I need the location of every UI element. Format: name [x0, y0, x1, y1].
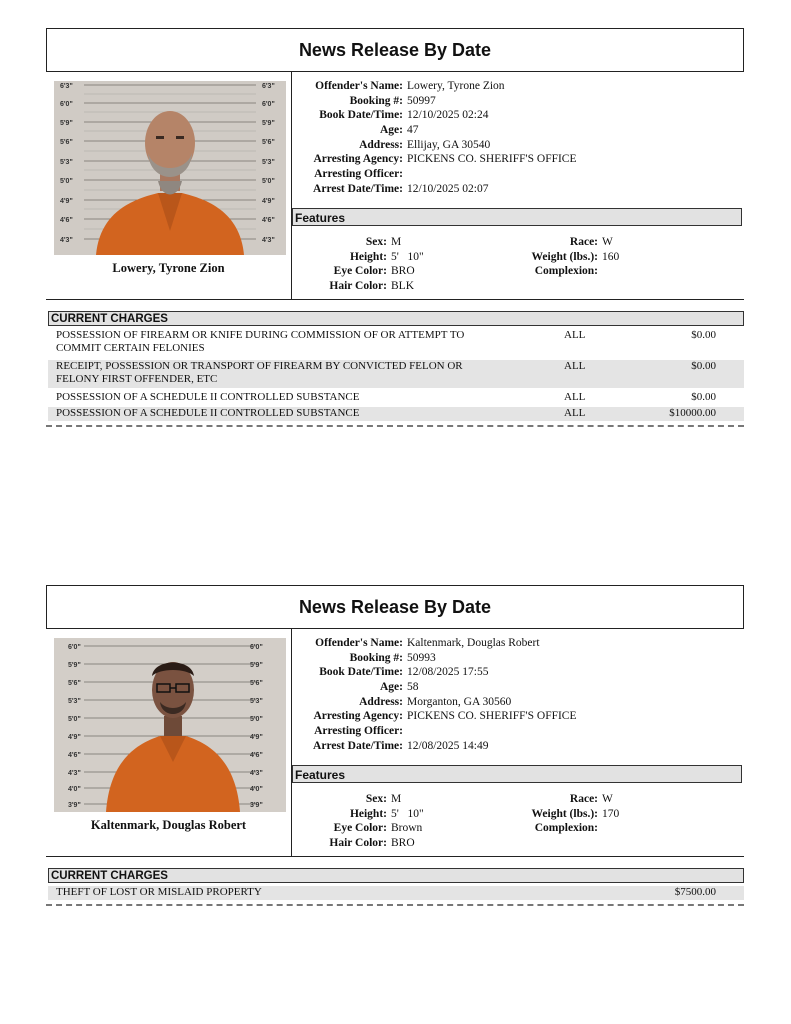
offender-name-label: Offender's Name:	[315, 637, 403, 649]
age-label: Age:	[380, 124, 403, 137]
arresting-agency-label: Arresting Agency:	[313, 153, 403, 166]
arrest-datetime-value: 12/10/2025 02:07	[407, 182, 489, 195]
height-label: Height:	[349, 250, 387, 263]
svg-text:4'0": 4'0"	[68, 786, 81, 793]
svg-text:3'9": 3'9"	[68, 802, 81, 809]
svg-text:4'9": 4'9"	[262, 198, 275, 205]
offender-info	[292, 636, 742, 754]
charge-bond: $0.00	[691, 360, 716, 372]
charge-type: ALL	[564, 329, 586, 341]
race-label: Race:	[569, 793, 598, 805]
arrest-datetime-label: Arrest Date/Time:	[313, 739, 403, 752]
current-charges-header: CURRENT CHARGES	[48, 311, 744, 326]
height-value: 5' 10"	[391, 807, 424, 820]
book-datetime-value: 12/10/2025 02:24	[407, 109, 489, 122]
sex-value: M	[391, 793, 402, 805]
eye-color-label: Eye Color:	[333, 265, 387, 278]
photo-column	[46, 628, 292, 856]
hair-color-value: BLK	[391, 280, 414, 293]
svg-text:5'3": 5'3"	[250, 698, 263, 705]
svg-text:4'3": 4'3"	[250, 770, 263, 777]
arresting-agency-value: PICKENS CO. SHERIFF'S OFFICE	[407, 710, 577, 723]
mugshot-image	[54, 638, 286, 812]
sex-label: Sex:	[365, 236, 387, 248]
complexion-label: Complexion:	[534, 822, 598, 835]
booking-number-value: 50997	[407, 94, 436, 107]
svg-text:5'0": 5'0"	[262, 178, 275, 185]
svg-text:5'0": 5'0"	[250, 716, 263, 723]
svg-text:6'0": 6'0"	[68, 644, 81, 651]
sex-label: Sex:	[365, 793, 387, 805]
offender-name-value: Lowery, Tyrone Zion	[407, 80, 505, 92]
record-divider	[46, 425, 744, 427]
address-value: Morganton, GA 30560	[407, 695, 512, 708]
height-value: 5' 10"	[391, 250, 424, 263]
charge-type: ALL	[564, 391, 586, 403]
offender-caption: Lowery, Tyrone Zion	[112, 261, 225, 275]
charge-row	[48, 329, 744, 357]
svg-text:5'9": 5'9"	[250, 662, 263, 669]
svg-text:4'6": 4'6"	[262, 217, 275, 224]
arresting-officer-label: Arresting Officer:	[314, 725, 403, 738]
weight-value: 170	[602, 807, 620, 820]
svg-text:4'9": 4'9"	[68, 734, 81, 741]
sex-value: M	[391, 236, 402, 248]
svg-text:4'3": 4'3"	[68, 770, 81, 777]
charge-row	[48, 360, 744, 388]
arresting-officer-label: Arresting Officer:	[314, 168, 403, 181]
current-charges-header: CURRENT CHARGES	[48, 868, 744, 883]
charge-description: POSSESSION OF A SCHEDULE II CONTROLLED SUBSTANCE	[56, 391, 360, 403]
address-value: Ellijay, GA 30540	[407, 138, 491, 151]
charge-description: RECEIPT, POSSESSION OR TRANSPORT OF FIREARM BY CONVICTED FELON OR FELONY FIRST OFFENDER, ETC	[56, 360, 463, 385]
svg-text:4'3": 4'3"	[262, 237, 275, 244]
svg-text:5'9": 5'9"	[68, 662, 81, 669]
height-label: Height:	[349, 807, 387, 820]
arresting-agency-value: PICKENS CO. SHERIFF'S OFFICE	[407, 153, 577, 166]
record-divider	[46, 904, 744, 906]
report-title: News Release By Date	[46, 28, 744, 72]
svg-text:3'9": 3'9"	[250, 802, 263, 809]
age-label: Age:	[380, 681, 403, 694]
hair-color-value: BRO	[391, 837, 415, 850]
complexion-label: Complexion:	[534, 265, 598, 278]
arrest-datetime-label: Arrest Date/Time:	[313, 182, 403, 195]
svg-text:4'9": 4'9"	[60, 198, 73, 205]
mugshot-image	[54, 81, 286, 255]
report-title: News Release By Date	[46, 585, 744, 629]
charge-bond: $10000.00	[669, 407, 716, 419]
record-body	[46, 71, 744, 300]
charge-description: POSSESSION OF FIREARM OR KNIFE DURING COMMISSION OF OR ATTEMPT TO COMMIT CERTAIN FELONIES	[56, 329, 465, 354]
charge-row	[48, 407, 744, 421]
address-label: Address:	[359, 138, 403, 151]
charge-type: ALL	[564, 407, 586, 419]
weight-label: Weight (lbs.):	[531, 250, 598, 263]
charge-row	[48, 391, 744, 405]
svg-text:5'3": 5'3"	[60, 159, 73, 166]
features-left	[322, 235, 424, 294]
svg-text:5'0": 5'0"	[68, 716, 81, 723]
eye-color-value: Brown	[391, 822, 423, 835]
features-header: Features	[292, 765, 742, 783]
hair-color-label: Hair Color:	[329, 837, 387, 850]
weight-label: Weight (lbs.):	[531, 807, 598, 820]
race-value: W	[602, 236, 613, 248]
weight-value: 160	[602, 250, 620, 263]
booking-number-label: Booking #:	[349, 651, 403, 664]
book-datetime-value: 12/08/2025 17:55	[407, 666, 489, 679]
offender-name-label: Offender's Name:	[315, 80, 403, 92]
svg-text:6'3": 6'3"	[262, 83, 275, 90]
svg-text:6'0": 6'0"	[262, 101, 275, 108]
svg-text:5'6": 5'6"	[68, 680, 81, 687]
charge-description: THEFT OF LOST OR MISLAID PROPERTY	[56, 886, 262, 898]
svg-text:4'6": 4'6"	[68, 752, 81, 759]
svg-text:4'0": 4'0"	[250, 786, 263, 793]
booking-number-value: 50993	[407, 651, 436, 664]
hair-color-label: Hair Color:	[329, 280, 387, 293]
features-header: Features	[292, 208, 742, 226]
svg-text:5'6": 5'6"	[262, 139, 275, 146]
arresting-agency-label: Arresting Agency:	[313, 710, 403, 723]
svg-text:6'0": 6'0"	[250, 644, 263, 651]
svg-text:4'6": 4'6"	[60, 217, 73, 224]
race-label: Race:	[569, 236, 598, 248]
svg-text:5'6": 5'6"	[60, 139, 73, 146]
mugshot-photo	[54, 81, 286, 255]
age-value: 47	[407, 124, 419, 137]
eye-color-value: BRO	[391, 265, 415, 278]
age-value: 58	[407, 681, 419, 694]
svg-text:4'3": 4'3"	[60, 237, 73, 244]
charge-type: ALL	[564, 360, 586, 372]
charge-bond: $7500.00	[674, 886, 716, 898]
offender-caption: Kaltenmark, Douglas Robert	[90, 818, 247, 832]
svg-text:5'6": 5'6"	[250, 680, 263, 687]
record-body	[46, 628, 744, 857]
features-left	[322, 792, 424, 851]
features-right	[516, 235, 619, 279]
svg-text:5'3": 5'3"	[68, 698, 81, 705]
charge-description: POSSESSION OF A SCHEDULE II CONTROLLED SUBSTANCE	[56, 407, 360, 419]
charge-bond: $0.00	[691, 329, 716, 341]
address-label: Address:	[359, 695, 403, 708]
svg-text:6'0": 6'0"	[60, 101, 73, 108]
svg-text:5'3": 5'3"	[262, 159, 275, 166]
svg-text:4'6": 4'6"	[250, 752, 263, 759]
svg-text:5'0": 5'0"	[60, 178, 73, 185]
charge-row	[48, 886, 744, 900]
book-datetime-label: Book Date/Time:	[319, 109, 403, 122]
eye-color-label: Eye Color:	[333, 822, 387, 835]
race-value: W	[602, 793, 613, 805]
book-datetime-label: Book Date/Time:	[319, 666, 403, 679]
features-right	[516, 792, 619, 836]
svg-text:4'9": 4'9"	[250, 734, 263, 741]
svg-text:5'9": 5'9"	[60, 120, 73, 127]
mugshot-photo	[54, 638, 286, 812]
svg-text:6'3": 6'3"	[60, 83, 73, 90]
svg-text:5'9": 5'9"	[262, 120, 275, 127]
offender-name-value: Kaltenmark, Douglas Robert	[407, 637, 540, 649]
charge-bond: $0.00	[691, 391, 716, 403]
offender-info	[292, 79, 742, 197]
arrest-datetime-value: 12/08/2025 14:49	[407, 739, 489, 752]
booking-number-label: Booking #:	[349, 94, 403, 107]
photo-column	[46, 71, 292, 299]
